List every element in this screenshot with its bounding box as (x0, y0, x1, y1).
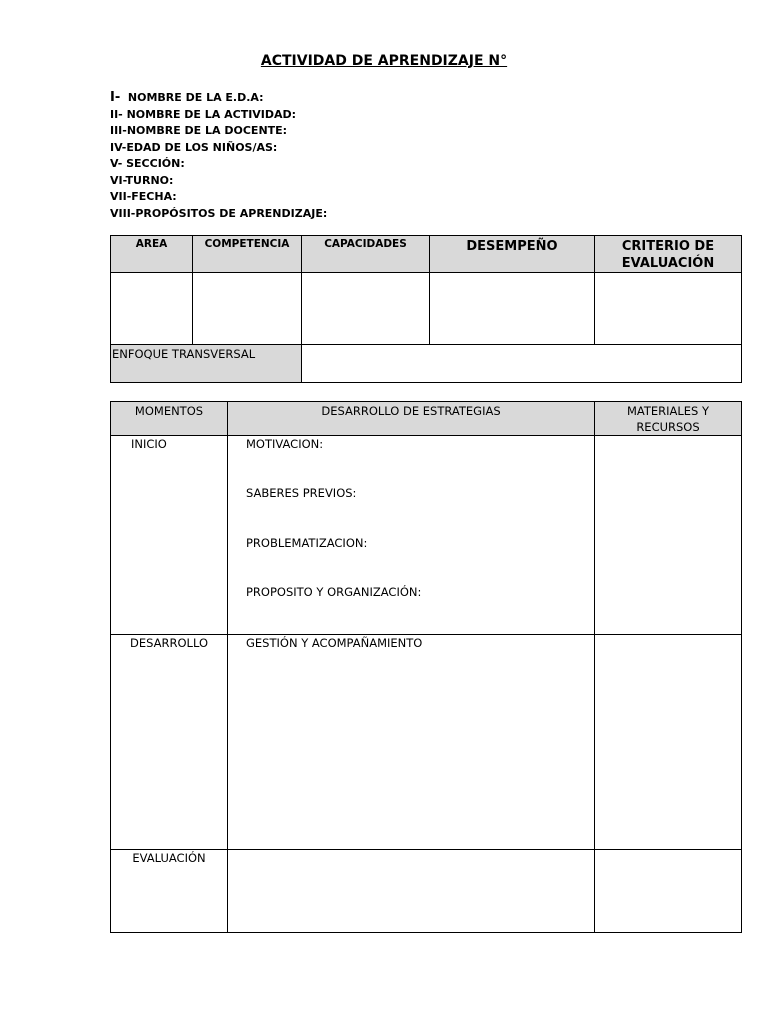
cell-desempeno[interactable] (430, 273, 595, 345)
info-line-shift: VI-TURNO: (110, 173, 174, 187)
info-line-section: V- SECCIÓN: (110, 157, 185, 170)
info-line-eda (110, 90, 710, 107)
inicio-row (111, 436, 742, 635)
strategy-motivacion: MOTIVACION: (246, 437, 324, 451)
evaluacion-row (111, 850, 742, 933)
info-line-activity: II- NOMBRE DE LA ACTIVIDAD: (110, 107, 297, 121)
moment-inicio: INICIO (131, 437, 167, 451)
competencies-table (110, 235, 742, 383)
enfoque-value-cell[interactable] (302, 345, 742, 383)
enfoque-label: ENFOQUE TRANSVERSAL (112, 347, 256, 361)
desarrollo-strategies-cell[interactable] (228, 635, 595, 850)
info-line-date: VII-FECHA: (110, 190, 177, 203)
moment-evaluacion-cell (111, 850, 228, 933)
moment-desarrollo-cell (111, 635, 228, 850)
inicio-strategies-cell[interactable] (228, 436, 595, 635)
evaluacion-materials-cell[interactable] (595, 850, 742, 933)
moment-inicio-cell (111, 436, 228, 635)
inicio-materials-cell[interactable] (595, 436, 742, 635)
competencies-header-row (111, 236, 742, 273)
evaluacion-strategies-cell[interactable] (228, 850, 595, 933)
info-line-purposes: VIII-PROPÓSITOS DE APRENDIZAJE: (110, 206, 328, 220)
desarrollo-row (111, 635, 742, 850)
info-line-eda-lead: I- (110, 90, 121, 105)
header-desempeno: DESEMPEÑO (430, 236, 595, 273)
document-title: ACTIVIDAD DE APRENDIZAJE N° (260, 53, 508, 69)
strategy-problematizacion: PROBLEMATIZACION: (246, 535, 368, 550)
enfoque-label-cell (111, 345, 302, 383)
moment-evaluacion: EVALUACIÓN (132, 851, 206, 866)
header-materiales: MATERIALES Y RECURSOS (595, 402, 742, 436)
header-momentos: MOMENTOS (111, 402, 228, 436)
header-capacidades: CAPACIDADES (302, 236, 430, 273)
header-desarrollo-estrategias: DESARROLLO DE ESTRATEGIAS (228, 402, 595, 436)
strategies-header-row (111, 402, 742, 436)
cell-area[interactable] (111, 273, 193, 345)
info-line-teacher: III-NOMBRE DE LA DOCENTE: (110, 124, 288, 137)
header-competencia: COMPETENCIA (193, 236, 302, 273)
header-area: AREA (111, 236, 193, 273)
strategy-saberes-previos: SABERES PREVIOS: (246, 486, 357, 501)
strategy-proposito: PROPOSITO Y ORGANIZACIÓN: (246, 584, 422, 599)
strategy-gestion: GESTIÓN Y ACOMPAÑAMIENTO (246, 636, 423, 651)
strategies-table (110, 401, 742, 933)
cell-capacidades[interactable] (302, 273, 430, 345)
cell-criterio[interactable] (595, 273, 742, 345)
moment-desarrollo: DESARROLLO (130, 636, 208, 651)
competencies-body-row (111, 273, 742, 345)
desarrollo-materials-cell[interactable] (595, 635, 742, 850)
header-criterio: CRITERIO DE EVALUACIÓN (595, 236, 742, 273)
cell-competencia[interactable] (193, 273, 302, 345)
info-line-eda-label: NOMBRE DE LA E.D.A: (120, 91, 264, 104)
general-info (110, 90, 710, 222)
info-line-age: IV-EDAD DE LOS NIÑOS/AS: (110, 140, 278, 154)
enfoque-row (111, 345, 742, 383)
